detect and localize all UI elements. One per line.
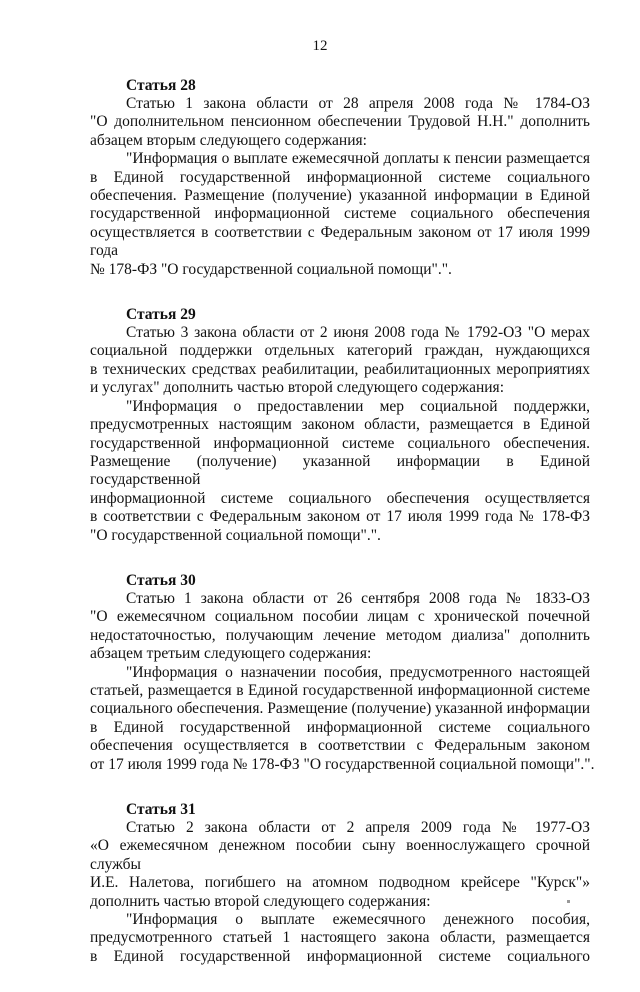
text-line: "Информация о выплате ежемесячной доплаты к пенсии размещается	[126, 150, 590, 168]
text-line: абзацем вторым следующего содержания:	[90, 131, 367, 149]
text-line: информационной системе социального обеспечения осуществляется	[90, 489, 590, 507]
text-line: Статью 1 закона области от 26 сентября 2008 года № 1833-ОЗ	[126, 589, 590, 607]
article-heading: Статья 29	[126, 306, 196, 324]
text-line: и услугах" дополнить частью второй следующего содержания:	[90, 379, 504, 397]
article-29	[90, 305, 590, 545]
text-line: государственной информационной системе социального обеспечения.	[90, 434, 590, 452]
article-heading: Статья 31	[126, 801, 196, 818]
text-line: Статью 2 закона области от 2 апреля 2009 года № 1977-ОЗ	[126, 819, 590, 836]
text-line: Размещение (получение) указанной информации в Единой государственной	[90, 452, 590, 489]
article-heading: Статья 28	[126, 77, 196, 94]
text-line: социальной поддержки отдельных категорий граждан, нуждающихся	[90, 342, 590, 360]
text-line: "О государственной социальной помощи".".	[90, 526, 381, 544]
text-line: предусмотренных настоящим законом области, размещается в Единой	[90, 416, 590, 434]
text-line: статьей, размещается в Единой государственной информационной системе	[90, 681, 590, 699]
text-line: государственной информационной системе социального обеспечения	[90, 205, 590, 223]
text-line: "О дополнительном пенсионном обеспечении Трудовой Н.Н." дополнить	[90, 113, 590, 131]
text-line: от 17 июля 1999 года № 178-ФЗ "О государственной социальной помощи".".	[90, 755, 595, 773]
text-line: в технических средствах реабилитации, реабилитационных мероприятиях	[90, 360, 590, 378]
text-line: абзацем третьим следующего содержания:	[90, 645, 372, 663]
text-line: недостаточностью, получающим лечение методом диализа" дополнить	[90, 626, 590, 644]
text-line: "Информация о выплате ежемесячного денежного пособия,	[126, 911, 590, 929]
text-line: обеспечения. Размещение (получение) указанной информации в Единой	[90, 187, 590, 205]
text-line: Статью 1 закона области от 28 апреля 2008 года № 1784-ОЗ	[126, 95, 590, 112]
article-31	[90, 800, 590, 966]
text-line: социального обеспечения. Размещение (получение) указанной информации	[90, 700, 590, 718]
article-text	[90, 324, 590, 545]
page-number: 12	[312, 38, 328, 54]
text-line: № 178-ФЗ "О государственной социальной помощи".".	[90, 260, 452, 278]
scan-speck	[567, 900, 570, 903]
text-line: в Единой государственной информационной системе социального	[90, 947, 590, 965]
text-line: «О ежемесячном денежном пособии сыну военнослужащего срочной службы	[90, 837, 590, 873]
document-body	[90, 76, 595, 992]
text-line: дополнить частью второй следующего содержания:	[90, 892, 431, 910]
text-line: "Информация о предоставлении мер социальной поддержки,	[126, 397, 590, 415]
text-line: И.Е. Налетова, погибшего на атомном подводном крейсере "Курск"»	[90, 874, 590, 892]
article-text	[90, 589, 595, 774]
text-line: осуществляется в соответствии с Федеральным законом от 17 июля 1999 года	[90, 223, 590, 260]
text-line: предусмотренного статьей 1 настоящего закона области, размещается	[90, 929, 590, 947]
text-line: Статью 3 закона области от 2 июня 2008 года № 1792-ОЗ "О мерах	[126, 324, 590, 342]
article-text	[90, 95, 590, 279]
article-30	[90, 571, 595, 774]
article-heading: Статья 30	[126, 571, 196, 589]
text-line: обеспечения осуществляется в соответствии с Федеральным законом	[90, 737, 590, 755]
text-line: в Единой государственной информационной системе социального	[90, 168, 590, 186]
article-text	[90, 819, 590, 966]
text-line: в Единой государственной информационной системе социального	[90, 718, 590, 736]
text-line: "Информация о назначении пособия, предусмотренного настоящей	[126, 663, 590, 681]
article-28	[90, 76, 590, 279]
text-line: "О ежемесячном социальном пособии лицам с хронической почечной	[90, 608, 590, 626]
text-line: в соответствии с Федеральным законом от 17 июля 1999 года № 178-ФЗ	[90, 508, 590, 526]
